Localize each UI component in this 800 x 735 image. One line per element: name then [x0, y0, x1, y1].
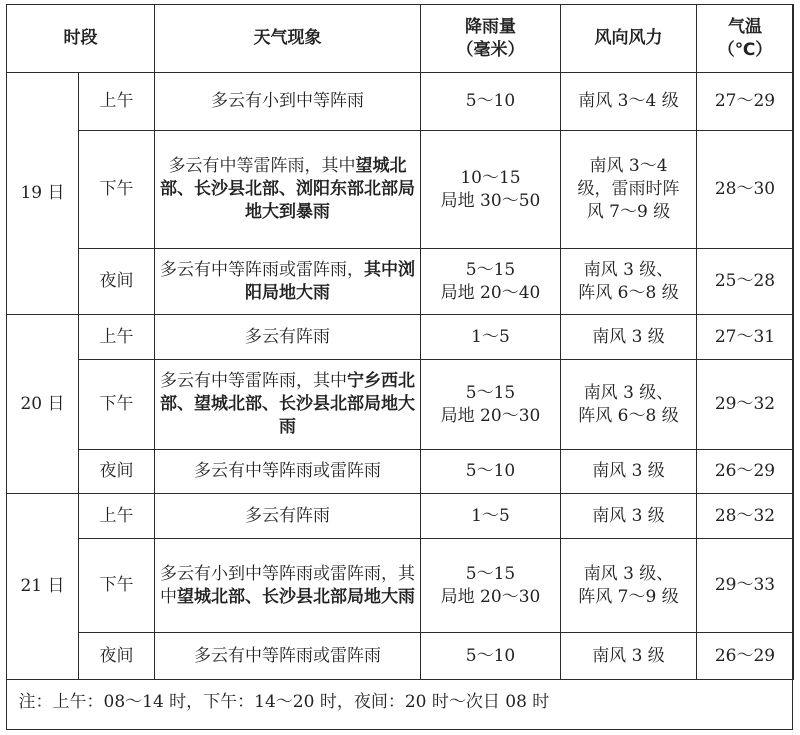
wind-cell: 南风 3 级 [561, 315, 697, 360]
wind-line: 南风 3 级、 [583, 563, 674, 584]
note-row [7, 680, 794, 726]
weather-cell [155, 633, 421, 680]
rainfall-local-value: 局地 20～40 [440, 282, 541, 303]
table-row [7, 360, 794, 450]
weather-forecast-table [6, 4, 794, 725]
wind-cell [561, 360, 697, 450]
weather-text: 多云有中等雷阵雨，其中 [168, 156, 356, 176]
slot-label: 夜间 [79, 249, 155, 315]
header-weather: 天气现象 [155, 5, 421, 73]
slot-label: 夜间 [79, 633, 155, 680]
rainfall-local-value: 局地 30～50 [440, 190, 541, 211]
header-temperature-line1: 气温 [728, 16, 762, 37]
day-label: 20 日 [7, 315, 79, 494]
wind-line: 南风 3 级、 [583, 259, 674, 280]
wind-cell [561, 539, 697, 633]
wind-line: 风 7～9 级 [586, 202, 671, 222]
weather-text: 多云有中等雷阵雨，其中 [160, 371, 347, 391]
wind-line: 阵风 6～8 级 [578, 282, 679, 303]
slot-label: 上午 [79, 315, 155, 360]
header-period: 时段 [7, 5, 155, 73]
weather-cell [155, 494, 421, 539]
footnote: 注：上午：08～14 时，下午：14～20 时，夜间：20 时～次日 08 时 [7, 680, 794, 726]
rainfall-value: 5～15 [465, 382, 516, 403]
header-rainfall [421, 5, 561, 73]
wind-cell [561, 131, 697, 249]
weather-text: 多云有中等阵雨或雷阵雨， [160, 259, 364, 280]
rainfall-value: 5～15 [465, 563, 516, 584]
temperature-cell: 25～28 [697, 249, 794, 315]
slot-label: 下午 [79, 131, 155, 249]
weather-cell [155, 249, 421, 315]
weather-cell [155, 73, 421, 131]
weather-text-emphasis: 其中浏阳局地大雨 [245, 259, 415, 303]
header-wind: 风向风力 [561, 5, 697, 73]
weather-cell [155, 315, 421, 360]
temperature-cell: 29～32 [697, 360, 794, 450]
wind-line: 级，雷雨时阵 [577, 179, 680, 199]
temperature-cell: 26～29 [697, 450, 794, 494]
rainfall-cell: 1～5 [421, 494, 561, 539]
rainfall-value: 10～15 [460, 167, 521, 188]
temperature-cell: 27～31 [697, 315, 794, 360]
wind-line: 南风 3 级、 [583, 382, 674, 403]
table-row [7, 539, 794, 633]
rainfall-cell [421, 360, 561, 450]
weather-text: 多云有中等阵雨或雷阵雨 [194, 461, 381, 481]
weather-cell [155, 360, 421, 450]
rainfall-cell [421, 539, 561, 633]
day-label: 21 日 [7, 494, 79, 680]
weather-text: 多云有阵雨 [245, 505, 330, 526]
weather-text-emphasis: 望城北部、长沙县北部局地大雨 [177, 586, 415, 607]
table-row [7, 450, 794, 494]
wind-line: 阵风 6～8 级 [578, 405, 679, 426]
weather-text: 多云有小到中等阵雨 [211, 91, 364, 111]
weather-cell [155, 450, 421, 494]
weather-text: 多云有中等阵雨或雷阵雨 [194, 645, 381, 666]
weather-text-emphasis: 宁乡西北部、望城北部、长沙县北部局地大雨 [160, 371, 415, 437]
table-row [7, 315, 794, 360]
header-temperature-line2: （℃） [717, 39, 773, 60]
weather-cell [155, 131, 421, 249]
rainfall-cell [421, 249, 561, 315]
rainfall-local-value: 局地 20～30 [440, 405, 541, 426]
header-row [7, 5, 794, 73]
table-row [7, 131, 794, 249]
table-row [7, 73, 794, 131]
temperature-cell: 26～29 [697, 633, 794, 680]
wind-cell: 南风 3 级 [561, 494, 697, 539]
weather-text-emphasis: 望城北部、长沙县北部、浏阳东部北部局地大到暴雨 [160, 156, 415, 222]
weather-text: 多云有阵雨 [245, 326, 330, 347]
slot-label: 上午 [79, 494, 155, 539]
temperature-cell: 28～32 [697, 494, 794, 539]
table-row [7, 633, 794, 680]
weather-cell [155, 539, 421, 633]
wind-line: 南风 3～4 [589, 156, 668, 176]
slot-label: 夜间 [79, 450, 155, 494]
wind-cell: 南风 3 级 [561, 633, 697, 680]
slot-label: 下午 [79, 360, 155, 450]
rainfall-local-value: 局地 20～30 [440, 586, 541, 607]
temperature-cell: 29～33 [697, 539, 794, 633]
table-row [7, 494, 794, 539]
rainfall-cell [421, 131, 561, 249]
temperature-cell: 27～29 [697, 73, 794, 131]
rainfall-cell: 5～10 [421, 450, 561, 494]
day-label: 19 日 [7, 73, 79, 315]
rainfall-value: 5～15 [465, 259, 516, 280]
table-row [7, 249, 794, 315]
wind-cell: 南风 3 级 [561, 450, 697, 494]
slot-label: 下午 [79, 539, 155, 633]
wind-line: 阵风 7～9 级 [578, 586, 679, 607]
header-rainfall-line2: （毫米） [456, 39, 525, 60]
rainfall-cell: 1～5 [421, 315, 561, 360]
header-temperature [697, 5, 794, 73]
wind-cell: 南风 3～4 级 [561, 73, 697, 131]
weather-text: 多云有小到中等阵雨或雷阵雨，其中 [160, 563, 415, 607]
temperature-cell: 28～30 [697, 131, 794, 249]
header-rainfall-line1: 降雨量 [465, 16, 516, 37]
rainfall-cell: 5～10 [421, 73, 561, 131]
slot-label: 上午 [79, 73, 155, 131]
rainfall-cell: 5～10 [421, 633, 561, 680]
wind-cell [561, 249, 697, 315]
